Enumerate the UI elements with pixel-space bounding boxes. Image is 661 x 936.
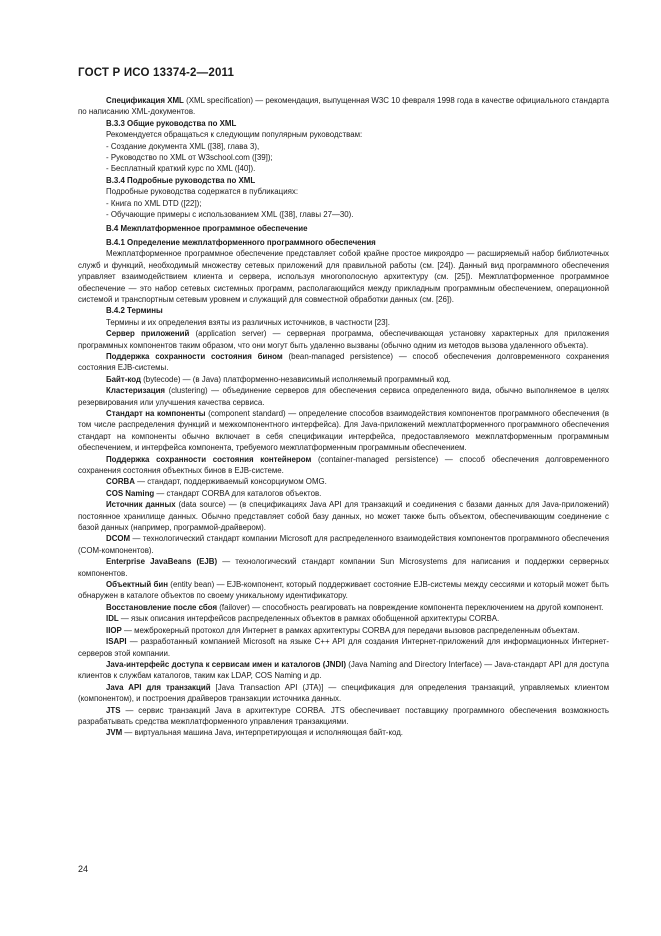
term-text: — технологический стандарт компании Microsoft для распределенного взаимодействия компонентов программного обеспечения (COM-компонентов). [78, 534, 609, 555]
term-name: IIOP [106, 625, 122, 635]
term-text: (component standard) — определение способов взаимодействия компонентов программного обеспечения (в том числе распределения функций и межкомпонентного интерфейса). Для Java-приложений межплатформенного программного обеспечения стандарт на компоненты обычно включает в себя спецификации интерфейса, предоставляемого межплатформенным программным обеспечением, и интерфейса компонента, требуемого межплатформенным программным обеспечением. [78, 408, 609, 453]
term-definition [78, 682, 609, 705]
term-definition [78, 556, 609, 579]
term-name: Кластеризация [106, 386, 166, 396]
term-text: (failover) — способность реагировать на повреждение компонента переключением на другой компонент. [217, 602, 604, 612]
term-text: (XML specification) — рекомендация, выпущенная W3C 10 февраля 1998 года в качестве официального стандарта по написанию XML-документов. [78, 96, 609, 117]
list-item: - Руководство по XML от W3school.com ([39]); [106, 153, 273, 163]
term-definition [78, 636, 609, 659]
term-name: JVM [106, 728, 123, 738]
term-name: ISAPI [106, 637, 127, 647]
term-name: Поддержка сохранности состояния бином [106, 351, 283, 361]
term-definition [78, 727, 609, 738]
term-text: — язык описания интерфейсов распределенных объектов в рамках обобщенной архитектуры CORBA. [118, 614, 500, 624]
term-text: (data source) — (в спецификациях Java API для транзакций и соединения с базами данных для Java-приложений) постоянное хранилище данных. Обычно представляет собой базу данных, но может также быть объектом, обеспечивающим соединение с базой данных (например, программой-драйвером). [78, 500, 610, 533]
term-name: Стандарт на компоненты [106, 408, 206, 418]
term-name: COS Naming [106, 488, 155, 498]
term-text: — технологический стандарт компании Sun Microsystems для написания и поддержки серверных компонентов. [78, 557, 609, 578]
term-name: Java-интерфейс доступа к сервисам имен и каталогов (JNDI) [106, 659, 347, 669]
term-name: CORBA [106, 477, 135, 487]
term-definition [78, 385, 609, 408]
paragraph: Подробные руководства содержатся в публикациях: [106, 187, 299, 197]
term-name: Объектный бин [106, 580, 169, 590]
term-definition [78, 328, 609, 351]
term-definition [78, 408, 609, 454]
list-item: - Создание документа XML ([38], глава 3), [106, 141, 260, 151]
term-definition [78, 705, 609, 728]
term-definition [78, 374, 609, 385]
term-text: — разработанный компанией Microsoft на языке C++ API для создания Интернет-приложений для информационных Интернет-серверов этой компании. [78, 637, 609, 658]
list-item: - Бесплатный краткий курс по XML ([40]). [106, 164, 256, 174]
paragraph: Межплатформенное программное обеспечение представляет собой крайне простое микроядро — расширяемый набор библиотечных служб и функций, необходимый множеству сетевых приложений для правильной работы (см. [24]). Данный вид программного обеспечения управляет взаимодействием клиента и сервера, используя многополосную архитектуру (см. [25]). Межплатформенное программное обеспечение — это набор сетевых системных программ, располагающийся между прикладным программным обеспечением, операционной системой и транспортным сетевым уровнем и служащий для совместной обработки данных (см. [26]). [78, 249, 609, 304]
term-definition [78, 602, 609, 613]
document-body [78, 95, 609, 739]
document-header: ГОСТ Р ИСО 13374-2—2011 [78, 67, 235, 79]
term-name: Байт-код [106, 374, 141, 384]
term-definition [78, 579, 609, 602]
page-number: 24 [78, 864, 89, 874]
term-name: Enterprise JavaBeans (EJB) [106, 557, 218, 567]
paragraph: Термины и их определения взяты из различных источников, в частности [23]. [106, 317, 390, 327]
term-definition [78, 625, 609, 636]
term-definition [78, 476, 609, 487]
term-definition [78, 659, 609, 682]
paragraph: Рекомендуется обращаться к следующим популярным руководствам: [106, 130, 363, 140]
term-definition [78, 454, 609, 477]
term-name: Спецификация XML [106, 96, 184, 105]
term-name: IDL [106, 614, 119, 624]
term-definition [78, 613, 609, 624]
term-text: — сервис транзакций Java в архитектуре CORBA. JTS обеспечивает поставщику программного обеспечения возможность разрабатывать средства межплатформенного управления транзакциями. [78, 705, 609, 726]
term-text: (clustering) — объединение серверов для обеспечения сервиса определенного вида, обычно выполняемое в целях резервирования или улучшения качества сервиса. [78, 386, 609, 407]
term-text: (Java Naming and Directory Interface) — Java-стандарт API для доступа клиентов к службам каталогов, таким как LDAP, COS Naming и др. [78, 659, 610, 681]
term-text: — виртуальная машина Java, интерпретирующая и исполняющая байт-код. [122, 728, 403, 738]
term-name: JTS [106, 705, 121, 715]
term-text: (entity bean) — EJB-компонент, который поддерживает состояние EJB-системы между сессиями и который может быть обнаружен в каталоге объектов по своему уникальному идентификатору. [78, 580, 609, 601]
term-text: — стандарт, поддерживаемый консорциумом OMG. [134, 477, 327, 487]
term-name: Java API для транзакций [106, 682, 211, 692]
list-item: - Книга по XML DTD ([22]); [106, 198, 202, 208]
term-text: (bytecode) — (в Java) платформенно-независимый исполняемый программный код. [140, 374, 451, 384]
term-definition [78, 533, 609, 556]
term-text: — межброкерный протокол для Интернет в рамках архитектуры CORBA для передачи вызовов распределенным объектам. [121, 625, 580, 635]
list-item: - Обучающие примеры с использованием XML ([38], главы 27—30). [106, 210, 354, 220]
term-definition [78, 488, 609, 499]
term-definition [78, 95, 609, 118]
term-name: Восстановление после сбоя [106, 602, 218, 612]
section-heading: B.4.2 Термины [106, 306, 163, 316]
section-heading: B.4.1 Определение межплатформенного программного обеспечения [106, 237, 376, 247]
section-heading: B.3.4 Подробные руководства по XML [106, 175, 256, 185]
term-name: DCOM [106, 534, 131, 544]
term-text: (application server) — серверная программа, обеспечивающая установку характерных для приложения программных компонентов таким образом, что они могут быть удаленно вызваны (обычно одним из методов вызова удаленного объекта). [78, 329, 609, 350]
term-definition [78, 499, 609, 533]
term-text: (bean-managed persistence) — способ обеспечения долговременного сохранения состояния EJB-системы. [78, 351, 609, 373]
section-heading: B.3.3 Общие руководства по XML [106, 118, 237, 128]
term-name: Источник данных [106, 500, 176, 510]
term-name: Сервер приложений [106, 329, 190, 339]
term-text: [Java Transaction API (JTA)] — спецификация для определения транзакций, управляемых клиентом (компонентом), и построения драйверов транзакции источника данных. [78, 682, 609, 704]
term-name: Поддержка сохранности состояния контейнером [106, 454, 312, 464]
term-text: — стандарт CORBA для каталогов объектов. [154, 488, 322, 498]
term-definition [78, 351, 609, 374]
term-text: (container-managed persistence) — способ обеспечения долговременного сохранения состояния объектных бинов в EJB-системе. [78, 454, 609, 475]
section-heading: B.4 Межплатформенное программное обеспечение [106, 224, 308, 234]
